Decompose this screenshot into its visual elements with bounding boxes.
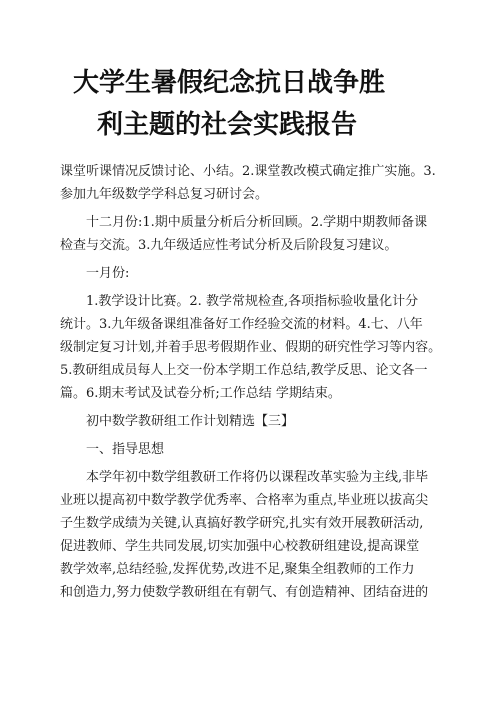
section-heading: 初中数学教研组工作计划精选【三】 [86,414,295,429]
body-line: 十二月份:1.期中质量分析后分析回顾。2.学期中期教师备课 [86,215,428,230]
document-title-line-2: 利主题的社会实践报告 [97,110,358,140]
body-line: 参加九年级数学学科总复习研讨会。 [60,187,269,202]
body-line: 业班以提高初中数学教学优秀率、合格率为重点,毕业班以拔高尖 [60,493,429,508]
body-line: 篇。6.期末考试及试卷分析;工作总结 学期结束。 [60,386,341,401]
document-title-line-1: 大学生暑假纪念抗日战争胜 [73,68,386,98]
body-line: 统计。3.九年级备课组准备好工作经验交流的材料。4.七、八年 [60,317,423,332]
body-line: 课堂听课情况反馈讨论、小结。2.课堂教改模式确定推广实施。3. [60,164,436,179]
body-line: 1.教学设计比赛。2. 教学常规检查,各项指标验收量化计分 [86,294,419,309]
body-line: 本学年初中数学组教研工作将仍以课程改革实验为主线,非毕 [86,470,429,485]
section-heading: 一、指导思想 [86,442,165,457]
body-line: 子生数学成绩为关键,认真搞好教学研究,扎实有效开展教研活动, [60,516,424,531]
body-line: 级制定复习计划,并着手思考假期作业、假期的研究性学习等内容。 [60,340,442,355]
body-line: 5.教研组成员每人上交一份本学期工作总结,教学反思、论文各一 [60,363,428,378]
body-line: 检查与交流。3.九年级适应性考试分析及后阶段复习建议。 [60,238,398,253]
body-line: 促进教师、学生共同发展,切实加强中心校教研组建设,提高课堂 [60,539,420,554]
body-line: 一月份: [86,266,130,281]
body-line: 教学效率,总结经验,发挥优势,改进不足,聚集全组教师的工作力 [60,562,415,577]
body-line: 和创造力,努力使数学教研组在有朝气、有创造精神、团结奋进的 [60,585,429,600]
